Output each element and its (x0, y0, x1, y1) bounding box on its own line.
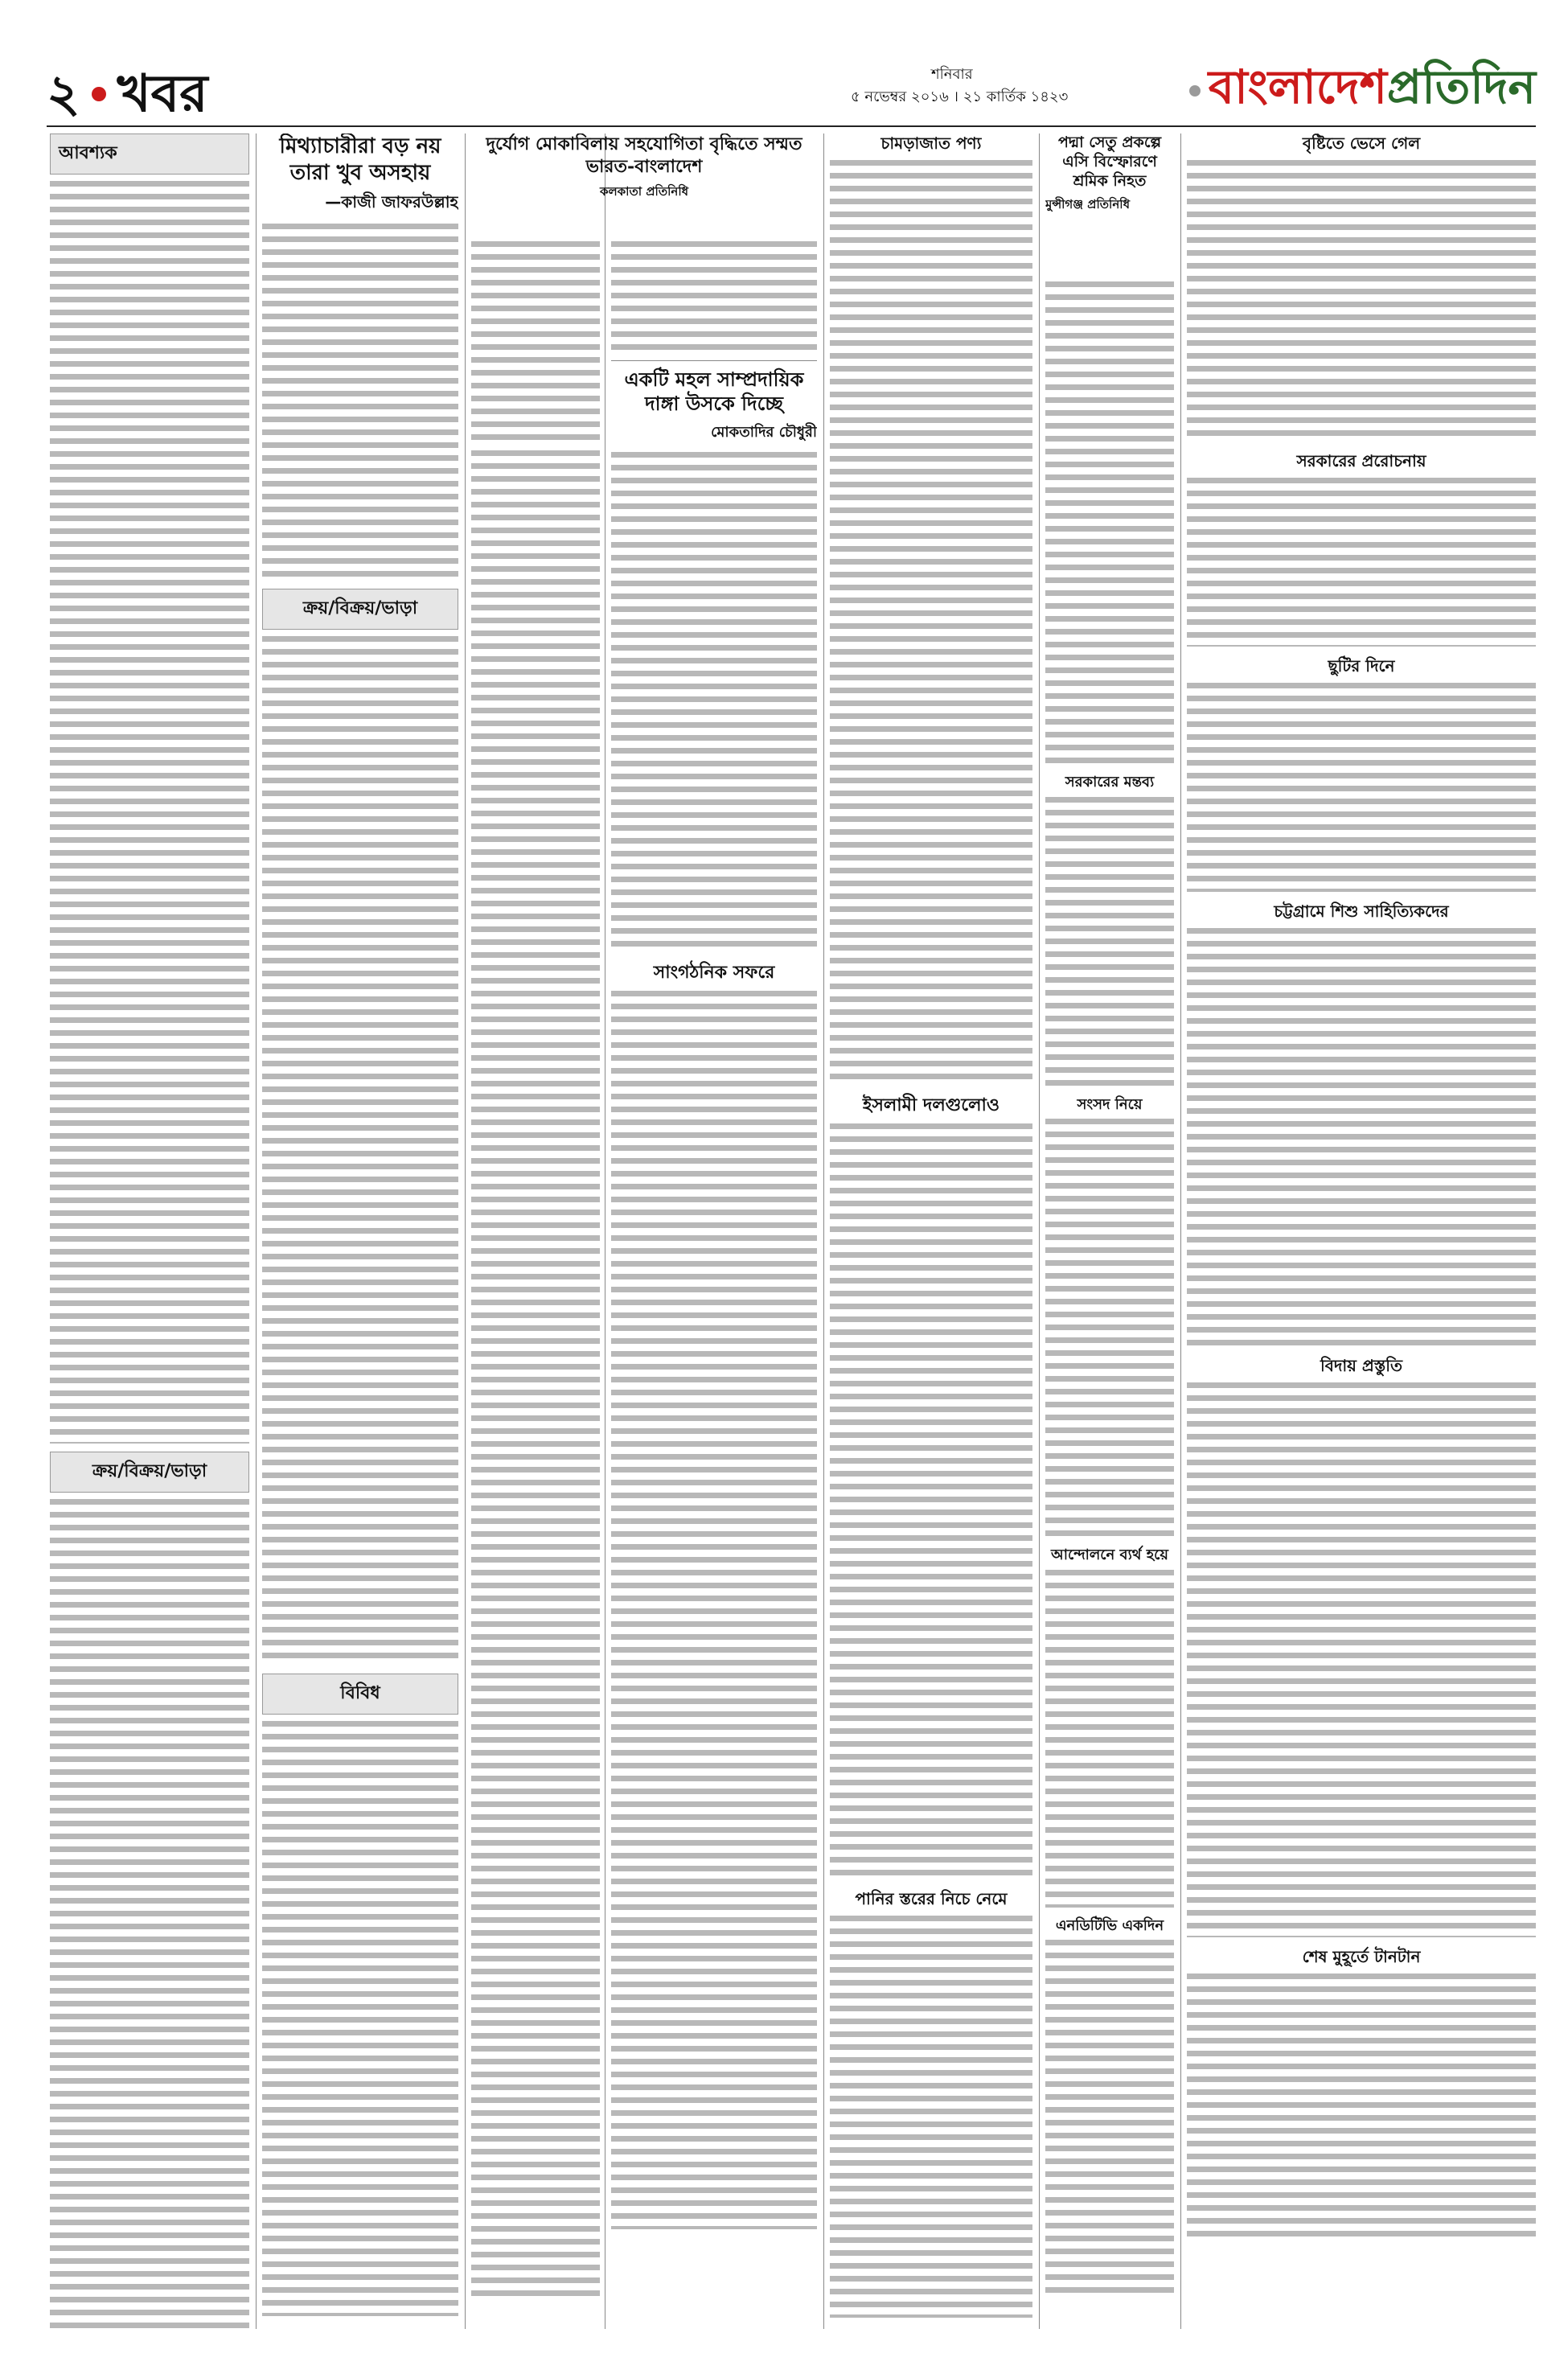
column-two (262, 133, 458, 2329)
headline-a4: সাংগঠনিক সফরে (653, 962, 775, 983)
headline-a10: সংসদ নিয়ে (1077, 1095, 1143, 1113)
byline-a8: মুন্সীগঞ্জ প্রতিনিধি (1045, 197, 1130, 212)
page-number: ২ (47, 64, 80, 124)
headline-a12: এনডিটিভি একদিন (1055, 1916, 1164, 1934)
brand-part-1: বাংলাদেশ (1208, 60, 1387, 114)
headline-a9: সরকারের মন্তব্য (1065, 774, 1155, 791)
article-text-a3 (471, 450, 600, 2300)
article-text-a18 (1187, 1974, 1536, 2239)
section-header-bibidho: বিবিধ (262, 1674, 458, 1715)
column-seven (1187, 133, 1536, 2329)
section-name: খবর (117, 64, 208, 124)
headline-a3: একটি মহল সাম্প্রদায়িক দাঙ্গা উসকে দিচ্ছে (624, 368, 804, 415)
article-text-a17 (1187, 1382, 1536, 1937)
brand-part-2: প্রতিদিন (1386, 60, 1536, 114)
subhead-a3: মোকতাদির চৌধুরী (711, 424, 817, 441)
headline-a2: দুর্যোগ মোকাবিলায় সহযোগিতা বৃদ্ধিতে সম্মত ভারত-বাংলাদেশ (486, 133, 802, 177)
article-text-a6 (830, 1123, 1032, 1879)
column-divider (256, 133, 257, 2329)
newspaper-brand (1189, 51, 1536, 129)
article-text-a15 (1187, 683, 1536, 892)
classified-text-block (50, 1499, 249, 2329)
article-a2-head (471, 133, 817, 238)
column-five (830, 133, 1032, 2329)
headline-a14: সরকারের প্ররোচনায় (1296, 451, 1426, 470)
section-header-kroy-2: ক্রয়/বিক্রয়/ভাড়া (262, 589, 458, 630)
masthead (47, 47, 1536, 124)
headline-a1: মিথ্যাচারীরা বড় নয় তারা খুব অসহায় (279, 134, 441, 185)
article-text-a14 (1187, 478, 1536, 647)
article-text-a9 (1045, 797, 1174, 1086)
headline-a18: শেষ মুহূর্তে টানটান (1302, 1947, 1421, 1966)
article-text-a16 (1187, 928, 1536, 1346)
article-text-a4 (611, 991, 817, 2229)
article-text-a7 (830, 1916, 1032, 2318)
day-name: শনিবার (931, 66, 973, 83)
article-text-a12 (1045, 1940, 1174, 2294)
red-dot-icon (92, 87, 106, 101)
headline-a11: আন্দোলনে ব্যর্থ হয়ে (1051, 1546, 1168, 1563)
column-six-body (1045, 281, 1174, 2324)
headline-a17: বিদায় প্রস্তুতি (1320, 1356, 1402, 1375)
headline-a13: বৃষ্টিতে ভেসে গেল (1302, 133, 1421, 153)
headline-a8: পদ্মা সেতু প্রকল্পে এসি বিস্ফোরণে শ্রমিক নিহত (1057, 133, 1162, 190)
headline-a5: চামড়াজাত পণ্য (880, 133, 982, 153)
column-four-body (611, 241, 817, 2324)
column-divider (1180, 133, 1181, 2329)
subhead-a1: —কাজী জাফরউল্লাহ (325, 192, 458, 212)
headline-a6: ইসলামী দলগুলোও (862, 1095, 1000, 1115)
classified-text-block (50, 181, 249, 1444)
date-line: ৫ নভেম্বর ২০১৬ । ২১ কার্তিক ১৪২৩ (851, 88, 1069, 105)
column-divider (465, 133, 466, 2329)
section-header-ashshok: আবশ্যক (50, 133, 249, 175)
article-text-a10 (1045, 1119, 1174, 1537)
column-divider (823, 133, 824, 2329)
headline-a15: ছুটির দিনে (1328, 656, 1395, 676)
article-text-a2 (471, 241, 600, 442)
classifieds-column (50, 133, 249, 2329)
section-header-kroy: ক্রয়/বিক্রয়/ভাড়া (50, 1452, 249, 1493)
article-text-a1 (262, 224, 458, 577)
column-divider (1039, 133, 1040, 2329)
article-text-a2b (611, 241, 817, 354)
page-number-block (47, 55, 207, 141)
article-text-a3b (611, 452, 817, 951)
article-text-a13 (1187, 160, 1536, 442)
masthead-rule (47, 125, 1536, 127)
headline-a16: চট্টগ্রামে শিশু সাহিত্যিকদের (1274, 902, 1449, 921)
classified-text-block (262, 636, 458, 1665)
classified-text-block (262, 1721, 458, 2316)
headline-a7: পানির স্তরের নিচে নেমে (855, 1888, 1008, 1908)
article-a8-head (1045, 133, 1174, 278)
article-text-a11 (1045, 1570, 1174, 1908)
byline-a2: কলকাতা প্রতিনিধি (599, 184, 689, 199)
grey-dot-icon (1189, 85, 1201, 97)
article-text-a8 (1045, 281, 1174, 764)
article-text-a5 (830, 160, 1032, 1085)
column-three-body (471, 241, 600, 2324)
